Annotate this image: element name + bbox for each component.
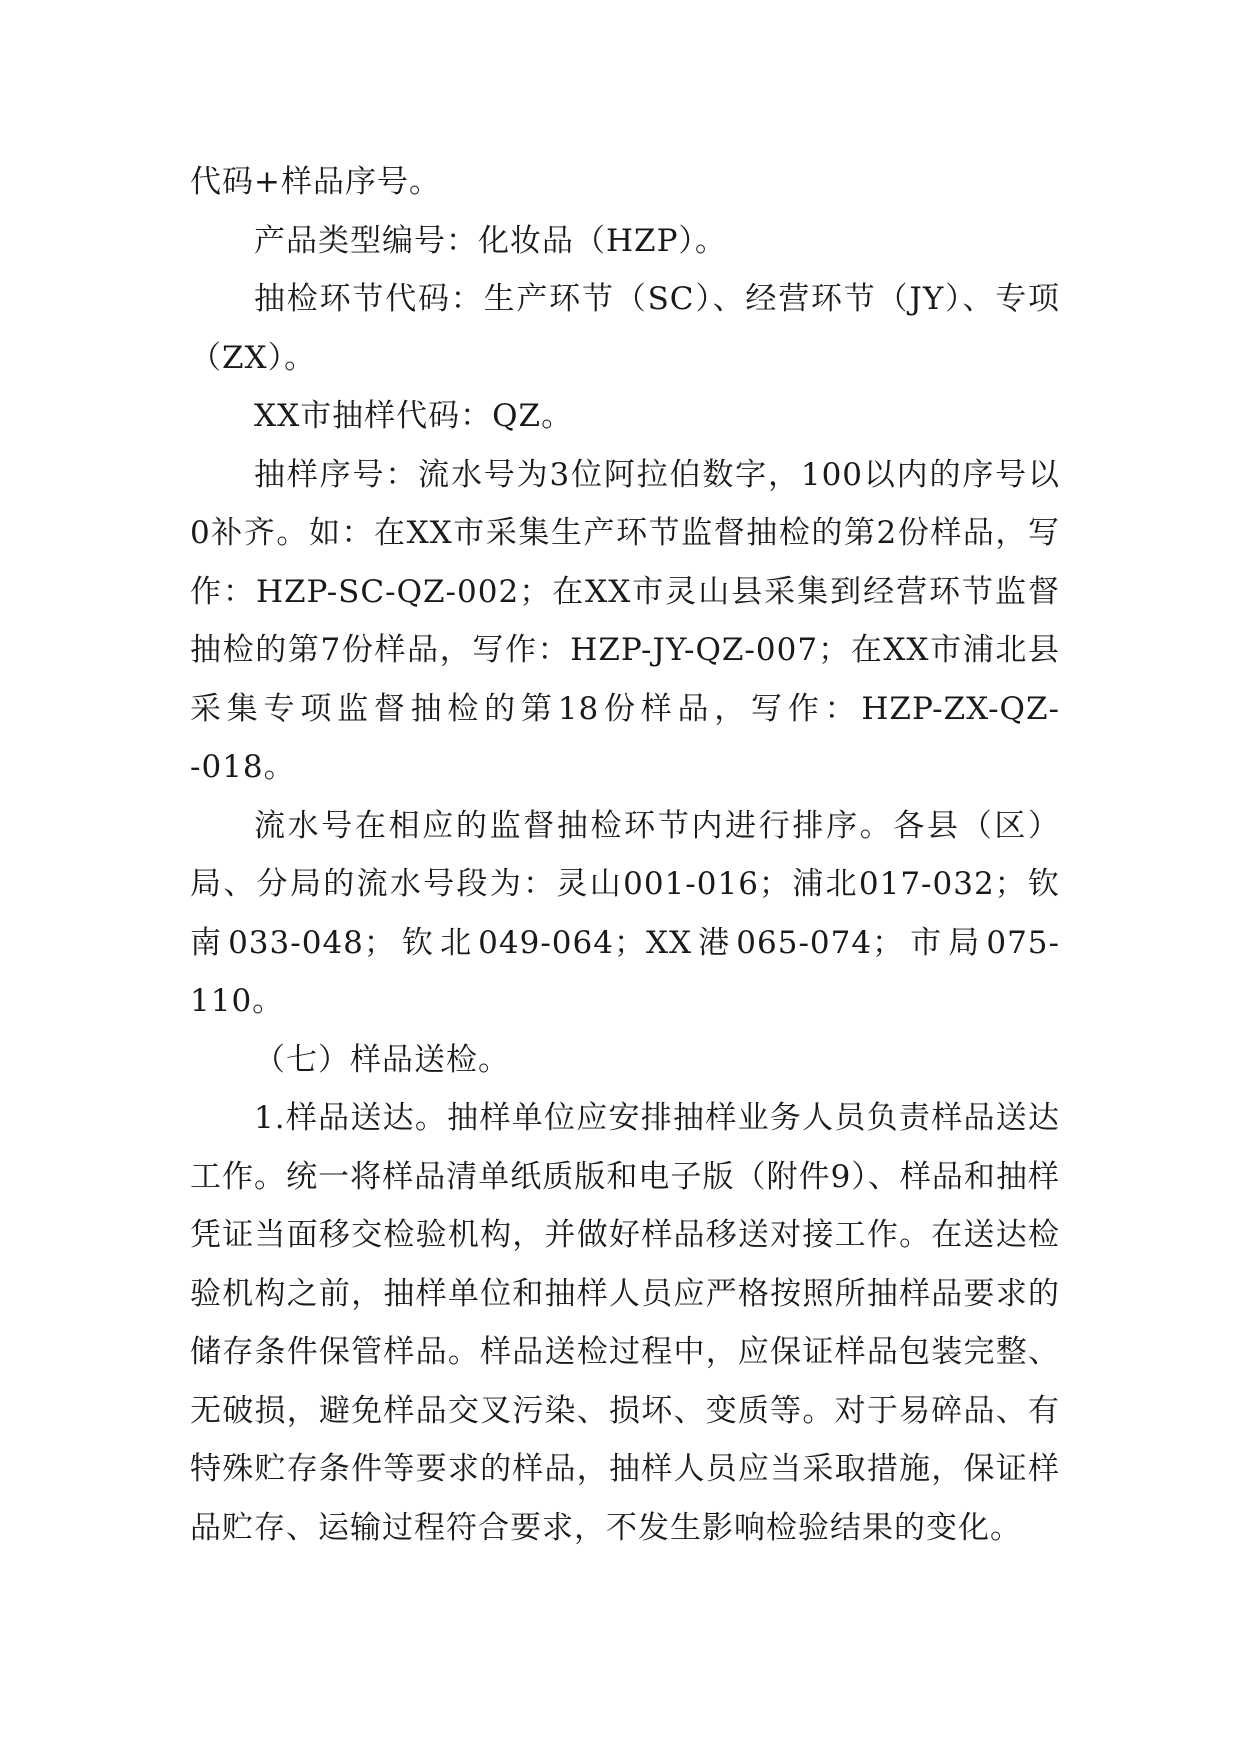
paragraph-inspection-stage-code: 抽检环节代码：生产环节（SC）、经营环节（JY）、专项（ZX）。 xyxy=(190,281,1060,376)
paragraph-product-type-code: 产品类型编号：化妆品（HZP）。 xyxy=(254,222,727,259)
paragraph-city-sampling-code: XX市抽样代码：QZ。 xyxy=(254,398,574,434)
section-heading-sample-submission: （七）样品送检。 xyxy=(254,1041,510,1078)
paragraph-code-format-end: 代码+样品序号。 xyxy=(190,164,441,200)
paragraph-sample-delivery: 1.样品送达。抽样单位应安排抽样业务人员负责样品送达工作。统一将样品清单纸质版和电子版（附件9）、样品和抽样凭证当面移交检验机构，并做好样品移送对接工作。在送达检验机构之前，抽样单位和抽样人员应严格按照所抽样品要求的储存条件保管样品。样品送检过程中，应保证样品包装完整、无破损，避免样品交叉污染、损坏、变质等。对于易碎品、有特殊贮存条件等要求的样品，抽样人员应当采取措施，保证样品贮存、运输过程符合要求，不发生影响检验结果的变化。 xyxy=(190,1100,1060,1546)
document-body xyxy=(190,153,1060,1557)
paragraph-sampling-serial-number: 抽样序号：流水号为3位阿拉伯数字，100以内的序号以0补齐。如：在XX市采集生产环节监督抽检的第2份样品，写作：HZP-SC-QZ-002；在XX市灵山县采集到经营环节监督抽检的第7份样品，写作：HZP-JY-QZ-007；在XX市浦北县采集专项监督抽检的第18份样品，写作：HZP-ZX-QZ--018。 xyxy=(190,456,1060,785)
paragraph-serial-number-ranges: 流水号在相应的监督抽检环节内进行排序。各县（区）局、分局的流水号段为：灵山001-016；浦北017-032；钦南033-048；钦北049-064；XX港065-074；市局075-110。 xyxy=(190,807,1060,1019)
